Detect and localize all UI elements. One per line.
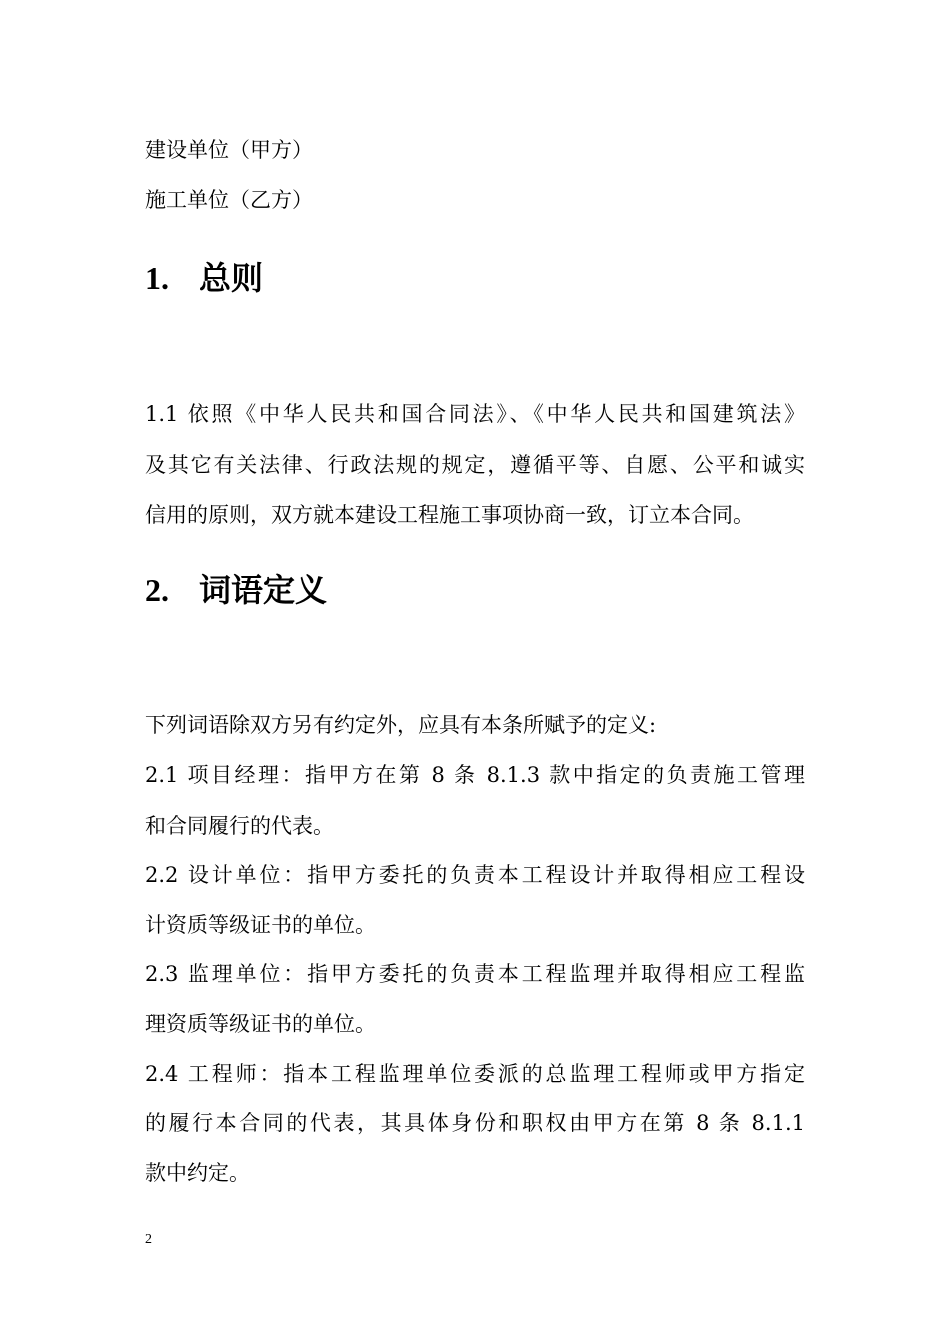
- section-2-heading: [145, 571, 328, 609]
- definition-2-3-line: 2.3 监理单位：指甲方委托的负责本工程监理并取得相应工程监: [145, 962, 805, 986]
- definition-2-4-line: 的履行本合同的代表，其具体身份和职权由甲方在第 8 条 8.1.1: [145, 1111, 805, 1135]
- definition-2-2-line: 2.2 设计单位：指甲方委托的负责本工程设计并取得相应工程设: [145, 863, 805, 887]
- definition-2-1-line: 和合同履行的代表。: [145, 814, 334, 838]
- section-2-number: 2.: [145, 572, 169, 608]
- definition-2-4-line: 2.4 工程师：指本工程监理单位委派的总监理工程师或甲方指定: [145, 1062, 805, 1086]
- section-1-paragraph-line: 1.1 依照《中华人民共和国合同法》、《中华人民共和国建筑法》: [145, 402, 805, 426]
- page-number: 2: [145, 1232, 152, 1247]
- section-2-title: 词语定义: [199, 571, 328, 609]
- section-1-paragraph-line: 及其它有关法律、行政法规的规定，遵循平等、自愿、公平和诚实: [145, 453, 805, 477]
- definition-2-1-line: 2.1 项目经理：指甲方在第 8 条 8.1.3 款中指定的负责施工管理: [145, 763, 805, 787]
- section-1-title: 总则: [199, 259, 264, 297]
- definition-2-4-line: 款中约定。: [145, 1161, 250, 1185]
- contractor-party-label: 施工单位（乙方）: [145, 188, 313, 212]
- definition-2-3-line: 理资质等级证书的单位。: [145, 1012, 376, 1036]
- section-1-paragraph-line: 信用的原则，双方就本建设工程施工事项协商一致，订立本合同。: [145, 503, 754, 527]
- section-1-heading: [145, 259, 264, 297]
- owner-party-label: 建设单位（甲方）: [145, 138, 313, 162]
- section-1-number: 1.: [145, 260, 169, 296]
- definition-2-2-line: 计资质等级证书的单位。: [145, 913, 376, 937]
- section-2-intro-line: 下列词语除双方另有约定外，应具有本条所赋予的定义:: [145, 713, 657, 737]
